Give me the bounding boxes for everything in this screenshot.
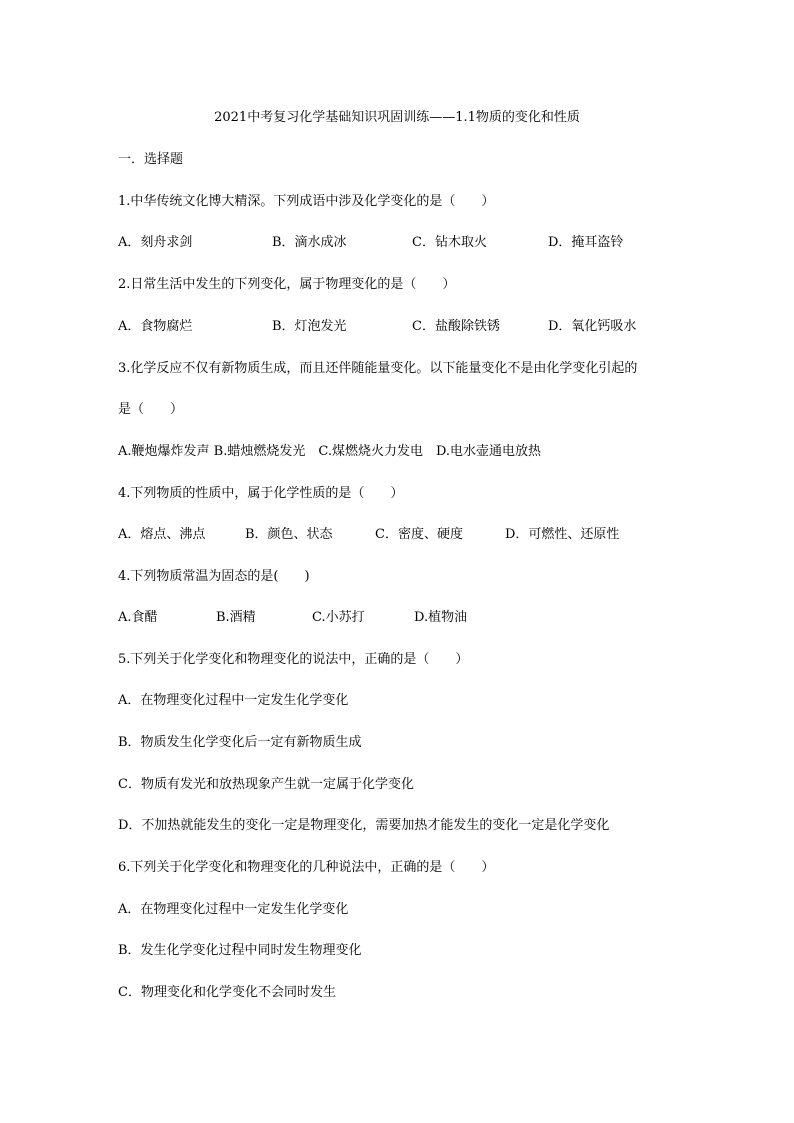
question-2-stem: 2.日常生活中发生的下列变化，属于物理变化的是（ ） <box>118 277 456 292</box>
question-6-option-b: B．发生化学变化过程中同时发生物理变化 <box>118 943 362 958</box>
question-1-stem: 1.中华传统文化博大精深。下列成语中涉及化学变化的是（ ） <box>118 194 495 209</box>
question-5-option-b: B．物质发生化学变化后一定有新物质生成 <box>118 735 362 750</box>
question-4-option-b: B．颜色、状态 <box>245 527 333 542</box>
question-4b-option-d: D.植物油 <box>414 610 468 625</box>
question-4b-option-b: B.酒精 <box>216 610 256 625</box>
question-1-option-a: A．刻舟求剑 <box>118 235 193 250</box>
question-4b-option-a: A.食醋 <box>118 610 158 625</box>
question-4-option-a: A．熔点、沸点 <box>118 527 206 542</box>
question-4-option-d: D．可燃性、还原性 <box>505 527 620 542</box>
question-2-option-a: A．食物腐烂 <box>118 319 193 334</box>
question-6-option-c: C．物理变化和化学变化不会同时发生 <box>118 985 336 1000</box>
question-6-stem: 6.下列关于化学变化和物理变化的几种说法中，正确的是（ ） <box>118 860 495 875</box>
question-1-option-d: D．掩耳盗铃 <box>548 235 624 250</box>
question-3-options: A.鞭炮爆炸发声 B.蜡烛燃烧发光 C.煤燃烧火力发电 D.电水壶通电放热 <box>118 444 542 459</box>
question-5-option-d: D．不加热就能发生的变化一定是物理变化，需要加热才能发生的变化一定是化学变化 <box>118 818 610 833</box>
question-5-stem: 5.下列关于化学变化和物理变化的说法中，正确的是（ ） <box>118 652 469 667</box>
question-4-stem: 4.下列物质的性质中，属于化学性质的是（ ） <box>118 486 404 501</box>
question-4b-stem: 4.下列物质常温为固态的是( ) <box>118 569 310 584</box>
document-title: 2021中考复习化学基础知识巩固训练——1.1物质的变化和性质 <box>214 110 580 125</box>
question-3-stem-line2: 是（ ） <box>118 402 184 417</box>
section-heading: 一．选择题 <box>118 152 184 167</box>
question-4-option-c: C．密度、硬度 <box>375 527 463 542</box>
question-4b-option-c: C.小苏打 <box>312 610 365 625</box>
question-2-option-c: C．盐酸除铁锈 <box>412 319 500 334</box>
question-5-option-a: A．在物理变化过程中一定发生化学变化 <box>118 693 349 708</box>
question-1-option-b: B．滴水成冰 <box>272 235 347 250</box>
question-6-option-a: A．在物理变化过程中一定发生化学变化 <box>118 902 349 917</box>
question-1-option-c: C．钻木取火 <box>412 235 487 250</box>
question-2-option-b: B．灯泡发光 <box>272 319 347 334</box>
question-5-option-c: C．物质有发光和放热现象产生就一定属于化学变化 <box>118 777 414 792</box>
question-2-option-d: D．氧化钙吸水 <box>548 319 637 334</box>
question-3-stem-line1: 3.化学反应不仅有新物质生成，而且还伴随能量变化。以下能量变化不是由化学变化引起的 <box>118 361 638 376</box>
